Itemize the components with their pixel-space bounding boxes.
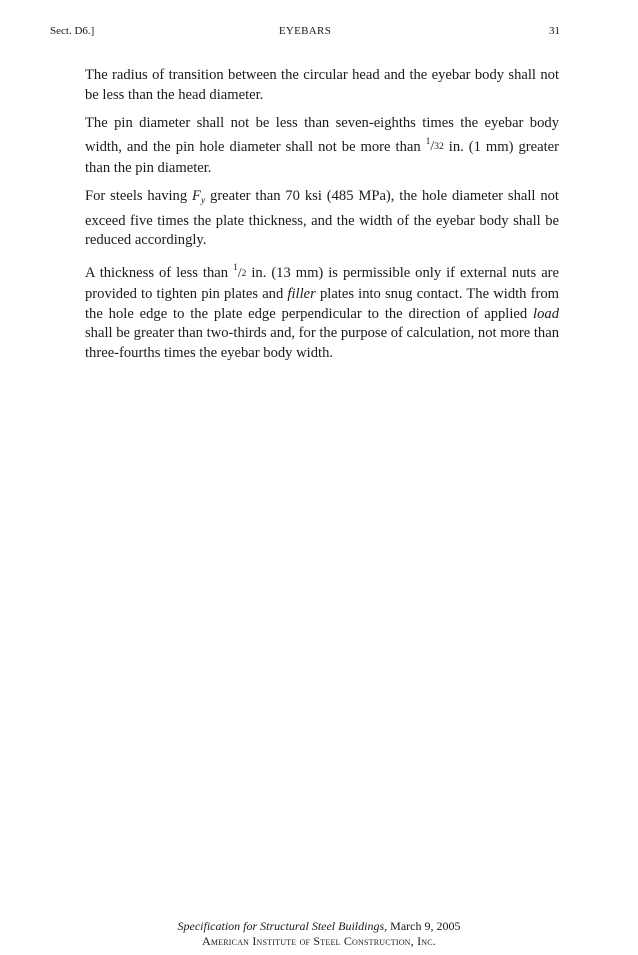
page-number: 31 bbox=[549, 25, 560, 37]
fraction-denominator: 32 bbox=[434, 142, 444, 153]
paragraph-text: For steels having bbox=[85, 188, 193, 205]
paragraph-text: greater than 70 ksi (485 MPa), the hole diameter shall not exceed five times the plate thickness, and the width of the eyebar body shall be reduced accordingly. bbox=[85, 188, 559, 249]
paragraph-text: shall be greater than two-thirds and, for the purpose of calculation, not more than three-fourths times the eyebar body width. bbox=[85, 325, 559, 361]
paragraph-text: in. (1 mm) greater than the pin diameter. bbox=[85, 138, 559, 176]
paragraph-text: in. (13 mm) is permissible only if external nuts are provided to tighten pin plates and bbox=[85, 264, 560, 303]
paragraph-text: The pin diameter shall not be less than seven-eighths times the eyebar body width, and the pin hole diameter shall not be more than bbox=[85, 115, 559, 155]
footer-date: March 9, 2005 bbox=[387, 919, 461, 933]
section-label: Sect. D6.] bbox=[50, 25, 95, 37]
paragraph-high-strength-steel bbox=[85, 187, 559, 251]
running-head bbox=[50, 25, 560, 41]
paragraph-pin-diameter bbox=[85, 114, 559, 178]
chapter-title: EYEBARS bbox=[278, 25, 332, 37]
yield-stress-subscript: y bbox=[200, 196, 206, 207]
footer-spec-line bbox=[0, 919, 638, 934]
yield-stress-symbol: F bbox=[192, 188, 201, 205]
paragraph-text: A thickness of less than bbox=[85, 264, 234, 281]
fraction-numerator: 1 bbox=[425, 136, 431, 147]
body-text bbox=[85, 66, 559, 372]
fraction-denominator: 2 bbox=[241, 268, 247, 279]
paragraph-transition-radius: The radius of transition between the circular head and the eyebar body shall not be less than the head diameter. bbox=[85, 67, 559, 103]
fraction-one-thirty-second: $^1/_{32}$ bbox=[425, 136, 444, 155]
page-footer bbox=[0, 919, 638, 949]
paragraph-text: plates into snug contact. The width from the hole edge to the plate edge perpendicular to the direction of applied bbox=[85, 286, 559, 322]
fraction-one-half: $^1/_2$ bbox=[233, 262, 247, 281]
glossary-term-filler: filler bbox=[287, 286, 316, 303]
footer-spec-title: Specification for Structural Steel Buildings, bbox=[177, 919, 388, 933]
paragraph-plate-thickness bbox=[85, 260, 559, 363]
fraction-numerator: 1 bbox=[233, 262, 238, 273]
glossary-term-load: load bbox=[533, 305, 559, 322]
footer-publisher: American Institute of Steel Construction, Inc. bbox=[202, 934, 436, 948]
